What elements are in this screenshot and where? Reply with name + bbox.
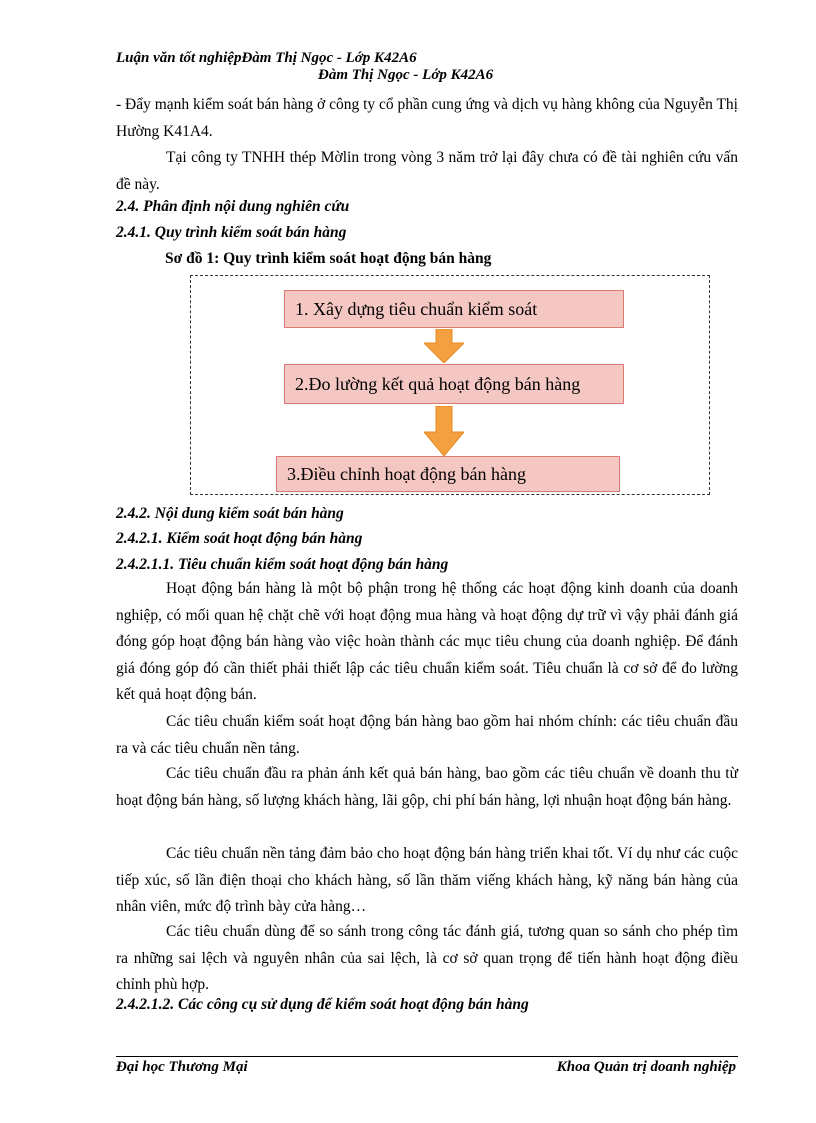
process-step-3: 3.Điều chỉnh hoạt động bán hàng	[276, 456, 620, 492]
section-heading-2-4-2-1-2: 2.4.2.1.2. Các công cụ sử dụng để kiểm soát hoạt động bán hàng	[116, 996, 529, 1013]
down-arrow-icon	[424, 329, 464, 363]
body-paragraph-3: Các tiêu chuẩn đầu ra phản ánh kết quả bán hàng, bao gồm các tiêu chuẩn về doanh thu từ hoạt động bán hàng, số lượng khách hàng, lãi gộp, chi phí bán hàng, lợi nhuận hoạt động bán hàng.	[116, 765, 738, 809]
section-heading-2-4-1: 2.4.1. Quy trình kiểm soát bán hàng	[116, 224, 347, 241]
process-step-2: 2.Đo lường kết quả hoạt động bán hàng	[284, 364, 624, 404]
footer-right: Khoa Quản trị doanh nghiệp	[556, 1059, 736, 1075]
diagram-caption: Sơ đồ 1: Quy trình kiểm soát hoạt động bán hàng	[165, 250, 492, 267]
footer-left: Đại học Thương Mại	[116, 1059, 248, 1075]
process-step-1: 1. Xây dựng tiêu chuẩn kiểm soát	[284, 290, 624, 328]
section-heading-2-4-2: 2.4.2. Nội dung kiểm soát bán hàng	[116, 505, 344, 522]
intro-paragraph-2: Tại công ty TNHH thép Mờlin trong vòng 3 năm trở lại đây chưa có đề tài nghiên cứu vấn đề này.	[116, 149, 738, 193]
intro-paragraph-1: - Đẩy mạnh kiểm soát bán hàng ở công ty cổ phần cung ứng và dịch vụ hàng không của Nguyễn Thị Hường K41A4.	[116, 96, 738, 140]
section-heading-2-4-2-1-1: 2.4.2.1.1. Tiêu chuẩn kiểm soát hoạt động bán hàng	[116, 556, 449, 573]
body-paragraph-1: Hoạt động bán hàng là một bộ phận trong hệ thống các hoạt động kinh doanh của doanh nghiệp, có mối quan hệ chặt chẽ với hoạt động mua hàng và hoạt động dự trữ vì vậy phải đánh giá đóng góp hoạt động bán hàng vào việc hoàn thành các mục tiêu chung của doanh nghiệp. Để đánh giá đóng góp đó cần thiết phải thiết lập các tiêu chuẩn kiểm soát. Tiêu chuẩn là cơ sở để đo lường kết quả hoạt động bán.	[116, 580, 738, 703]
footer-divider	[116, 1056, 738, 1057]
running-header-author: Đàm Thị Ngọc - Lớp K42A6	[318, 67, 494, 83]
section-heading-2-4: 2.4. Phân định nội dung nghiên cứu	[116, 198, 350, 215]
section-heading-2-4-2-1: 2.4.2.1. Kiểm soát hoạt động bán hàng	[116, 530, 363, 547]
body-paragraph-5: Các tiêu chuẩn dùng để so sánh trong công tác đánh giá, tương quan so sánh cho phép tìm ra những sai lệch và nguyên nhân của sai lệch, là cơ sở quan trọng để tiến hành hoạt động điều chỉnh phù hợp.	[116, 923, 738, 993]
body-paragraph-2: Các tiêu chuẩn kiểm soát hoạt động bán hàng bao gồm hai nhóm chính: các tiêu chuẩn đầu ra và các tiêu chuẩn nền tảng.	[116, 713, 738, 757]
body-paragraph-4: Các tiêu chuẩn nền tảng đảm bảo cho hoạt động bán hàng triển khai tốt. Ví dụ như các cuộc tiếp xúc, số lần điện thoại cho khách hàng, số lần thăm viếng khách hàng, kỹ năng bán hàng của nhân viên, mức độ trình bày cửa hàng…	[116, 845, 738, 915]
running-header: Luận văn tốt nghiệpĐàm Thị Ngọc - Lớp K42A6	[116, 50, 417, 66]
down-arrow-icon	[424, 406, 464, 456]
